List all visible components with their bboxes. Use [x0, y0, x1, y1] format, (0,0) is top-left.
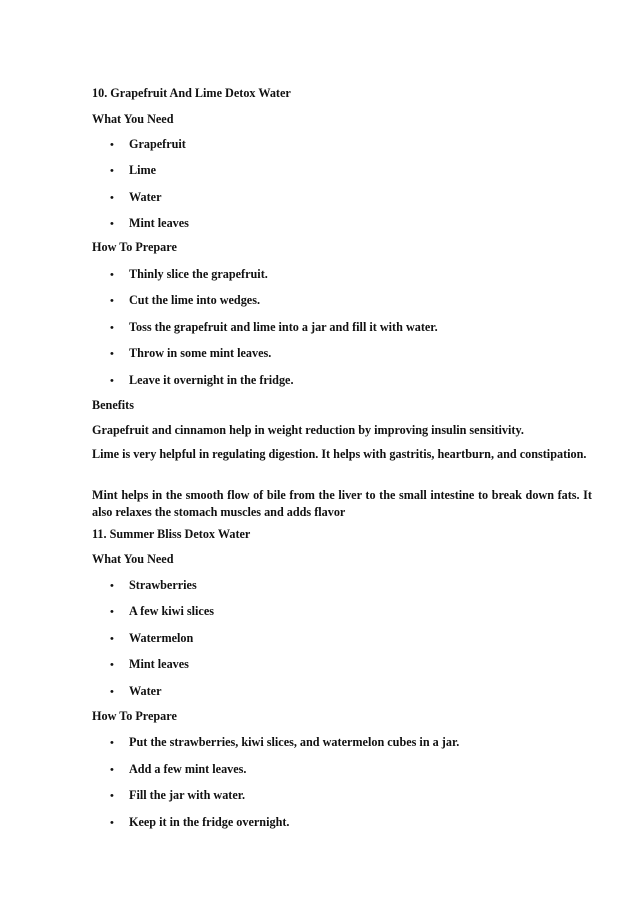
list-item: • Add a few mint leaves. — [110, 762, 247, 776]
benefit-paragraph: Lime is very helpful in regulating digestion. It helps with gastritis, heartburn, and constipation. — [92, 447, 587, 461]
section-10-need-heading: What You Need — [92, 112, 174, 126]
bullet-icon: • — [110, 322, 114, 334]
list-item: • Leave it overnight in the fridge. — [110, 373, 294, 387]
list-item: • Put the strawberries, kiwi slices, and watermelon cubes in a jar. — [110, 735, 460, 749]
bullet-icon: • — [110, 375, 114, 387]
bullet-icon: • — [110, 295, 114, 307]
benefit-paragraph: Grapefruit and cinnamon help in weight reduction by improving insulin sensitivity. — [92, 423, 524, 437]
section-11-prepare-heading: How To Prepare — [92, 709, 177, 723]
bullet-icon: • — [110, 686, 114, 698]
benefit-paragraph: Mint helps in the smooth flow of bile from the liver to the small intestine to break down fats. It also relaxes the stomach muscles and adds flavor — [92, 488, 592, 519]
bullet-icon: • — [110, 269, 114, 281]
bullet-icon: • — [110, 348, 114, 360]
bullet-icon: • — [110, 139, 114, 151]
bullet-icon: • — [110, 633, 114, 645]
list-item: • Throw in some mint leaves. — [110, 346, 272, 360]
list-item: • Mint leaves — [110, 216, 189, 230]
section-10-title: 10. Grapefruit And Lime Detox Water — [92, 86, 291, 100]
list-item: • Strawberries — [110, 578, 197, 592]
bullet-icon: • — [110, 817, 114, 829]
list-item: • Mint leaves — [110, 657, 189, 671]
section-10-benefits-heading: Benefits — [92, 398, 134, 412]
list-item: • Water — [110, 190, 162, 204]
bullet-icon: • — [110, 659, 114, 671]
bullet-icon: • — [110, 192, 114, 204]
list-item: • Watermelon — [110, 631, 194, 645]
bullet-icon: • — [110, 790, 114, 802]
bullet-icon: • — [110, 218, 114, 230]
list-item: • Grapefruit — [110, 137, 186, 151]
list-item: • Fill the jar with water. — [110, 788, 246, 802]
list-item: • Toss the grapefruit and lime into a jar and fill it with water. — [110, 320, 438, 334]
section-11-title: 11. Summer Bliss Detox Water — [92, 527, 251, 541]
bullet-icon: • — [110, 764, 114, 776]
bullet-icon: • — [110, 165, 114, 177]
bullet-icon: • — [110, 737, 114, 749]
list-item: • Cut the lime into wedges. — [110, 293, 261, 307]
bullet-icon: • — [110, 580, 114, 592]
section-11-need-heading: What You Need — [92, 552, 174, 566]
list-item: • Water — [110, 684, 162, 698]
list-item: • Thinly slice the grapefruit. — [110, 267, 268, 281]
list-item: • Keep it in the fridge overnight. — [110, 815, 290, 829]
list-item: • A few kiwi slices — [110, 604, 214, 618]
list-item: • Lime — [110, 163, 157, 177]
section-10-prepare-heading: How To Prepare — [92, 240, 177, 254]
bullet-icon: • — [110, 606, 114, 618]
